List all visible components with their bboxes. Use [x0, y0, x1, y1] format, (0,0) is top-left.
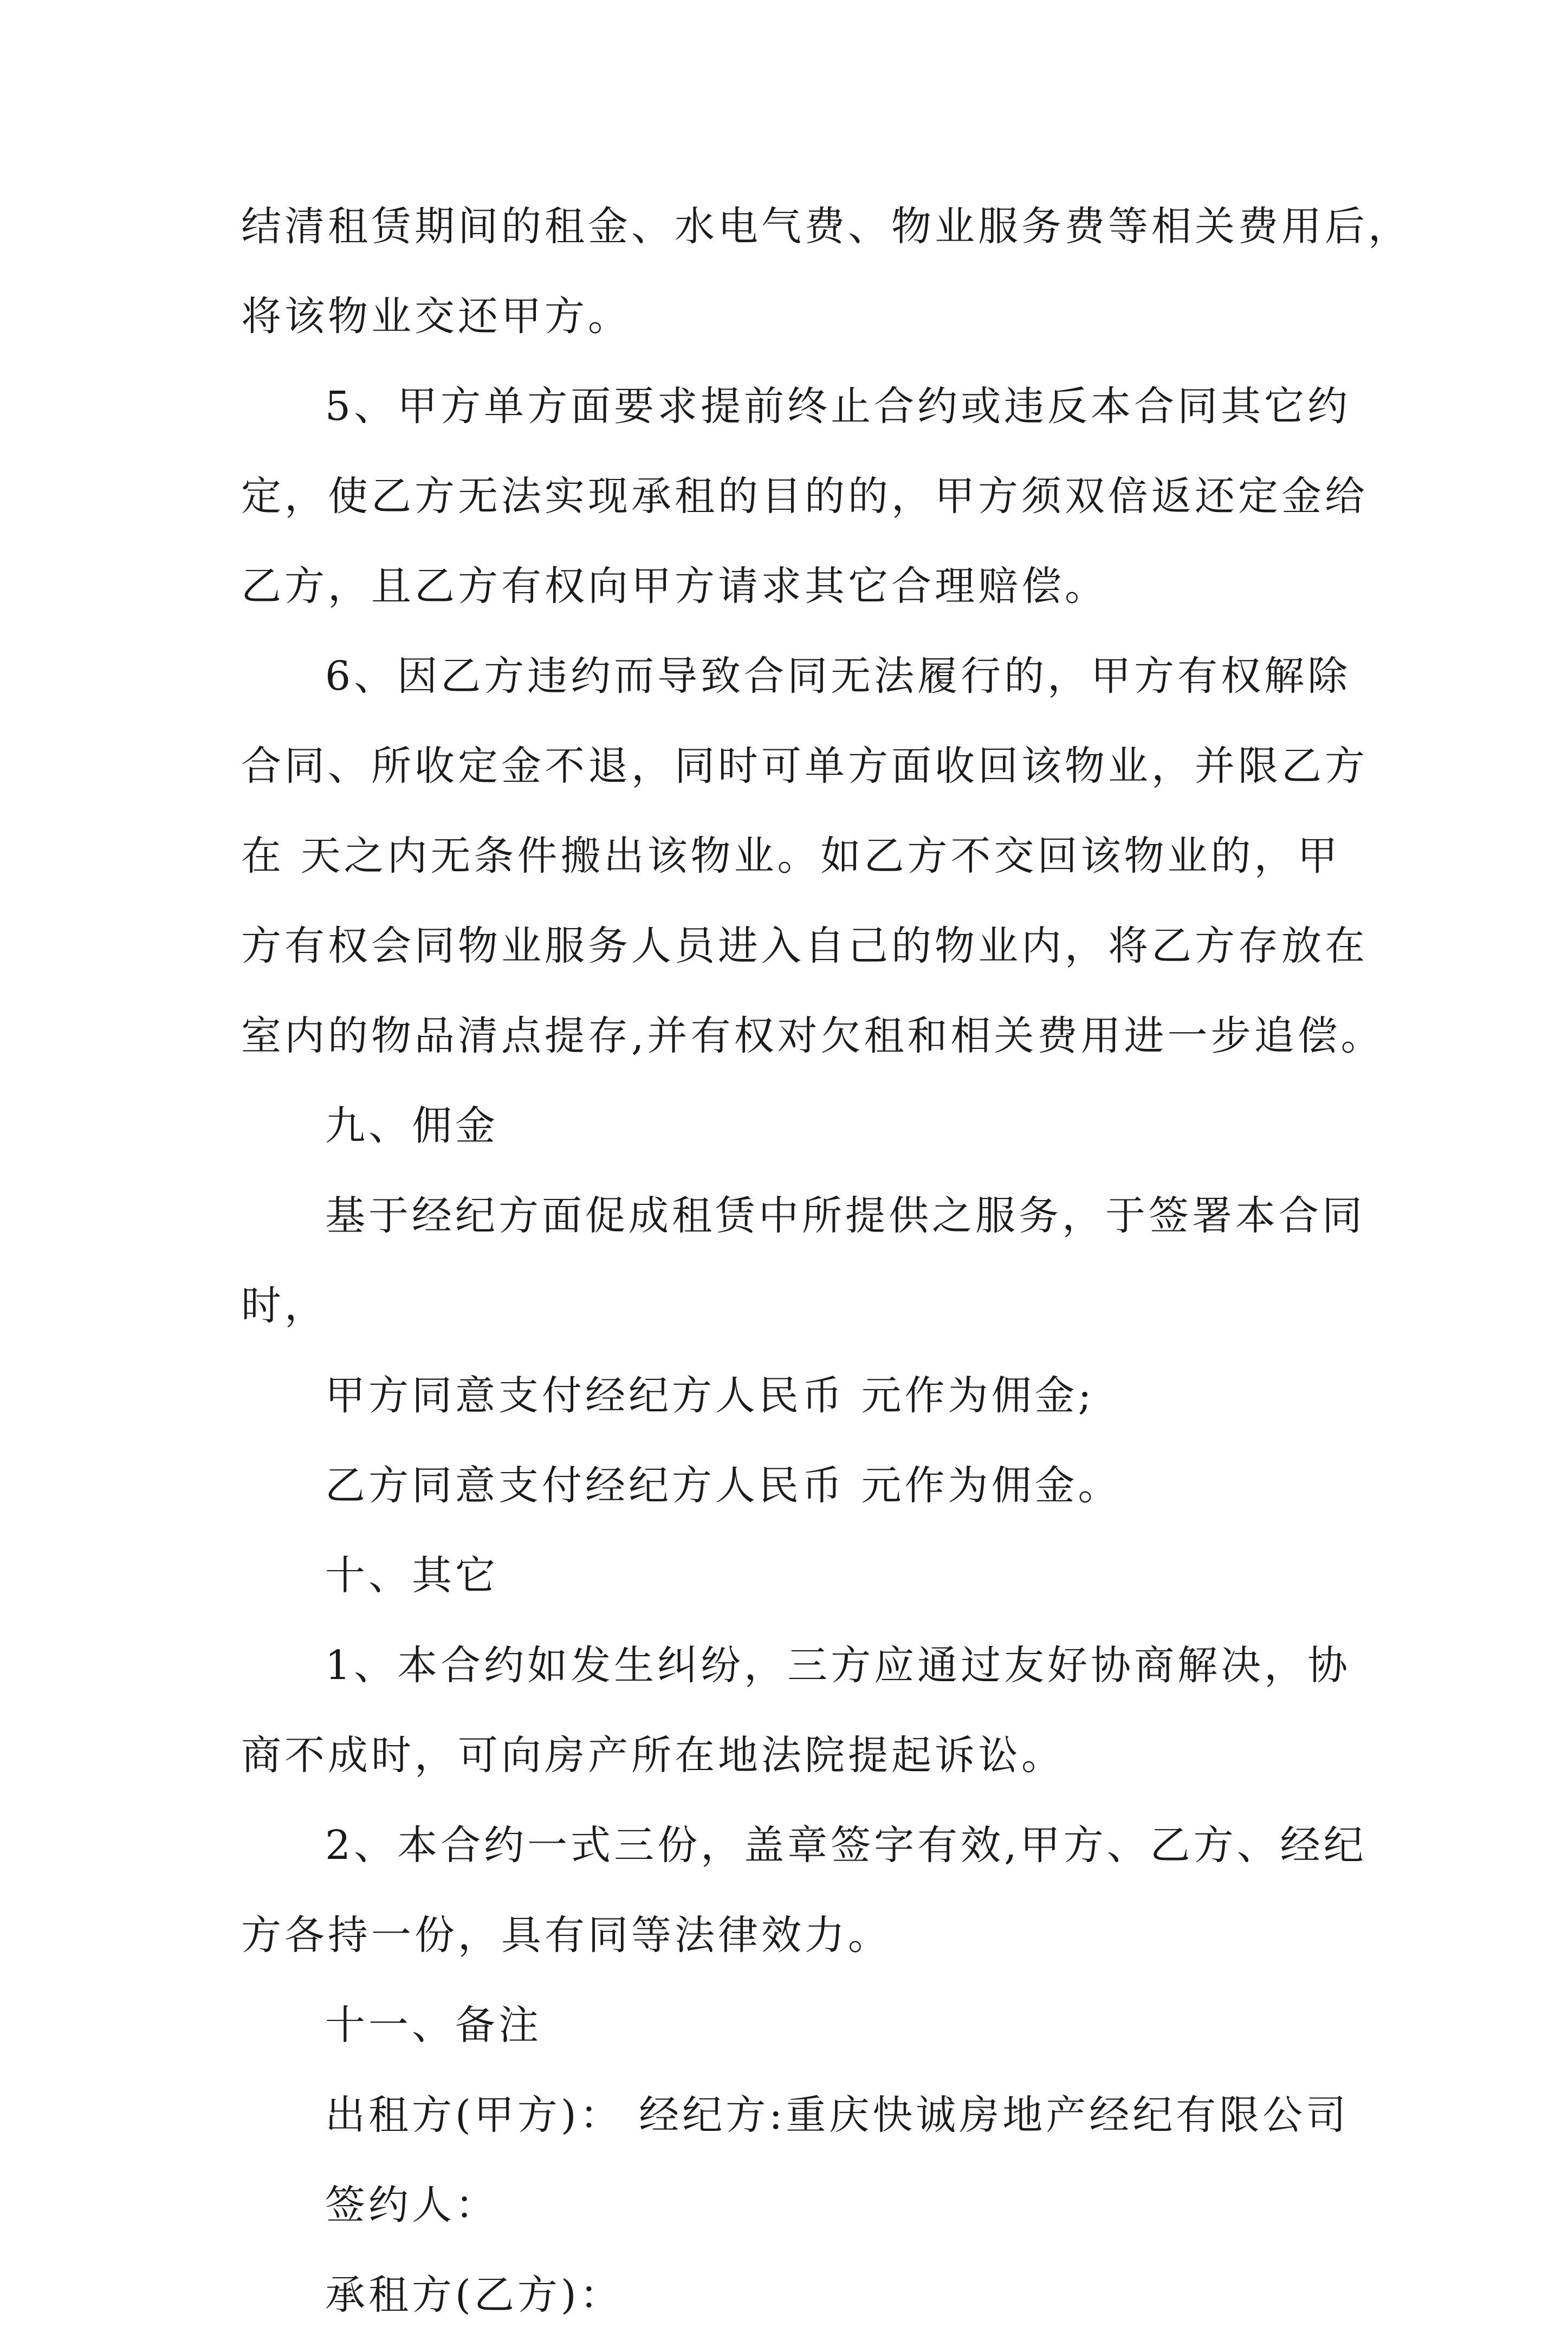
paragraph-line: 将该物业交还甲方。	[241, 293, 631, 340]
commission-intro-line: 基于经纪方面促成租赁中所提供之服务，于签署本合同	[325, 1192, 1365, 1239]
commission-party-b: 乙方同意支付经纪方人民币 元作为佣金。	[325, 1462, 1122, 1509]
clause-5-line: 定，使乙方无法实现承租的目的的，甲方须双倍返还定金给	[241, 473, 1368, 520]
clause-6-line: 室内的物品清点提存,并有权对欠租和相关费用进一步追偿。	[241, 1013, 1384, 1059]
clause-10-1-line: 商不成时，可向房产所在地法院提起诉讼。	[241, 1732, 1065, 1779]
signature-lessor-agent: 出租方(甲方)： 经纪方:重庆快诚房地产经纪有限公司	[325, 2092, 1350, 2138]
section-heading-other: 十、其它	[325, 1552, 498, 1599]
commission-party-a: 甲方同意支付经纪方人民币 元作为佣金;	[325, 1372, 1095, 1419]
clause-10-1-line: 1、本合约如发生纠纷，三方应通过友好协商解决，协	[325, 1642, 1351, 1689]
clause-6-line: 6、因乙方违约而导致合同无法履行的，甲方有权解除	[325, 653, 1351, 699]
clause-10-2-line: 方各持一份，具有同等法律效力。	[241, 1912, 891, 1959]
clause-5-line: 5、甲方单方面要求提前终止合约或违反本合同其它约	[325, 383, 1351, 430]
clause-6-line: 方有权会同物业服务人员进入自己的物业内，将乙方存放在	[241, 923, 1368, 969]
signature-lessee: 承租方(乙方)：	[325, 2272, 623, 2318]
signature-signer: 签约人：	[325, 2182, 498, 2228]
paragraph-line: 结清租赁期间的租金、水电气费、物业服务费等相关费用后，	[241, 203, 1411, 250]
clause-5-line: 乙方，且乙方有权向甲方请求其它合理赔偿。	[241, 563, 1108, 610]
section-heading-remarks: 十一、备注	[325, 2002, 542, 2049]
section-heading-commission: 九、佣金	[325, 1103, 498, 1149]
document-body	[241, 182, 1411, 2340]
commission-intro-line: 时，	[241, 1282, 328, 1329]
clause-6-line: 在 天之内无条件搬出该物业。如乙方不交回该物业的，甲	[241, 833, 1341, 879]
clause-10-2-line: 2、本合约一式三份，盖章签字有效,甲方、乙方、经纪	[325, 1822, 1367, 1869]
clause-6-line: 合同、所收定金不退，同时可单方面收回该物业，并限乙方	[241, 743, 1368, 789]
